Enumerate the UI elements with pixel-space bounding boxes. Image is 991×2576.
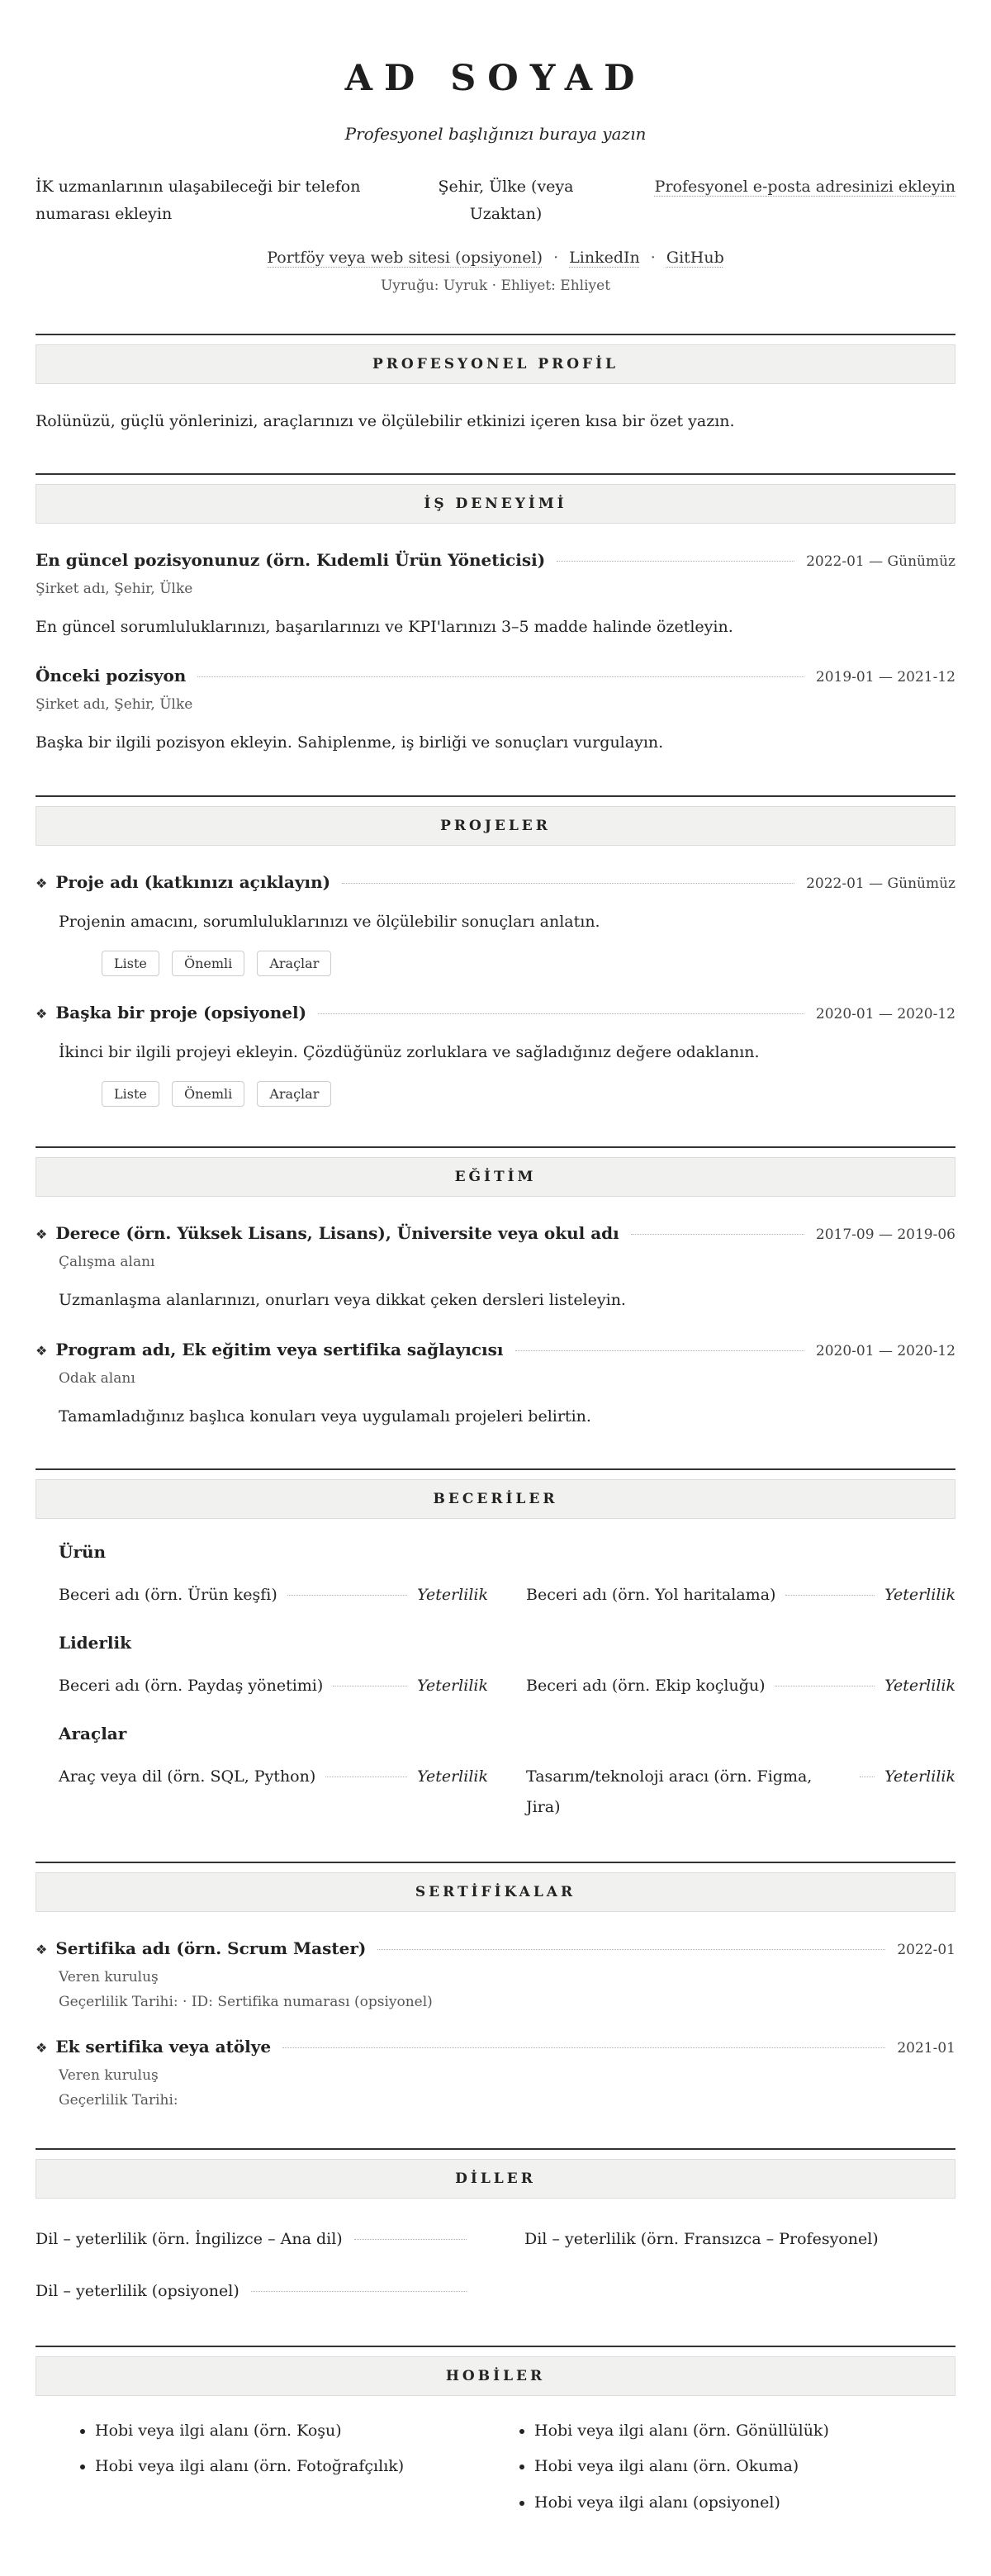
diamond-icon: ❖ xyxy=(36,1941,48,1957)
program-description: Tamamladığınız başlıca konuları veya uygulamalı projeleri belirtin. xyxy=(59,1407,591,1426)
tag-onemli[interactable]: Önemli xyxy=(172,1081,244,1107)
skill-item xyxy=(59,1671,488,1701)
section-education xyxy=(36,1146,955,1429)
email-link[interactable]: Profesyonel e-posta adresinizi ekleyin xyxy=(654,178,955,196)
degree-dates: 2017-09 — 2019-06 xyxy=(815,1226,955,1244)
certification-title: Sertifika adı (örn. Scrum Master) xyxy=(55,1938,367,1958)
tag-araclar[interactable]: Araçlar xyxy=(257,1081,331,1107)
dotted-leader xyxy=(251,2291,467,2292)
tag-onemli[interactable]: Önemli xyxy=(172,951,244,976)
dotted-leader xyxy=(282,2047,885,2048)
education-entry xyxy=(36,1340,955,1429)
skill-item xyxy=(526,1671,955,1701)
list-item: • Hobi veya ilgi alanı (opsiyonel) xyxy=(534,2491,955,2515)
skill-item xyxy=(59,1580,488,1610)
entry-head xyxy=(36,2037,955,2057)
section-title-certifications: SERTİFİKALAR xyxy=(36,1872,955,1912)
language-item xyxy=(524,2225,955,2254)
certification-validity: Geçerlilik Tarihi: xyxy=(59,2091,178,2109)
degree-field: Çalışma alanı xyxy=(59,1254,155,1271)
certification-title: Ek sertifika veya atölye xyxy=(55,2036,272,2057)
section-experience xyxy=(36,473,955,756)
project-tags xyxy=(102,951,955,976)
hobby-column-left xyxy=(36,2419,477,2527)
entry-head xyxy=(36,1223,955,1243)
professional-tagline: Profesyonel başlığınızı buraya yazın xyxy=(344,124,647,144)
language-label: Dil – yeterlilik (opsiyonel) xyxy=(36,2281,239,2300)
languages-list xyxy=(36,2225,955,2306)
education-entry xyxy=(36,1223,955,1312)
project-title: Başka bir proje (opsiyonel) xyxy=(55,1003,307,1023)
skill-group-product xyxy=(59,1542,955,1610)
language-item xyxy=(36,2225,467,2254)
certification-date: 2022-01 xyxy=(897,1941,955,1958)
phone-text: İK uzmanlarının ulaşabileceği bir telefon numarası ekleyin xyxy=(36,178,361,224)
section-divider xyxy=(36,1862,955,1863)
dotted-leader xyxy=(354,2239,467,2240)
tag-araclar[interactable]: Araçlar xyxy=(257,951,331,976)
job-company: Şirket adı, Şehir, Ülke xyxy=(36,696,193,714)
certification-entry xyxy=(36,1938,955,2010)
experience-entry xyxy=(36,666,955,755)
section-title-profile: PROFESYONEL PROFİL xyxy=(36,344,955,384)
certification-issuer: Veren kuruluş xyxy=(59,1968,159,1985)
program-dates: 2020-01 — 2020-12 xyxy=(815,1342,955,1359)
certification-issuer: Veren kuruluş xyxy=(59,2066,159,2084)
skill-item xyxy=(526,1762,955,1821)
section-profile xyxy=(36,334,955,434)
section-hobbies xyxy=(36,2346,955,2527)
skill-label: Beceri adı (örn. Yol haritalama) xyxy=(526,1586,776,1605)
entry-head xyxy=(36,1340,955,1359)
skill-group-leadership xyxy=(59,1633,955,1701)
project-title: Proje adı (katkınızı açıklayın) xyxy=(55,871,331,892)
language-item xyxy=(36,2277,467,2306)
list-item: • Hobi veya ilgi alanı (örn. Koşu) xyxy=(95,2419,477,2443)
link-separator: · xyxy=(650,248,656,267)
skill-label: Araç veya dil (örn. SQL, Python) xyxy=(59,1767,316,1786)
skill-level: Yeterlilik xyxy=(417,1767,488,1786)
github-link[interactable]: GitHub xyxy=(666,248,724,267)
program-field: Odak alanı xyxy=(59,1369,135,1387)
job-dates: 2022-01 — Günümüz xyxy=(806,553,955,570)
project-tags xyxy=(102,1081,955,1107)
experience-entry xyxy=(36,550,955,639)
section-title-languages: DİLLER xyxy=(36,2159,955,2199)
skill-level: Yeterlilik xyxy=(884,1767,955,1786)
project-description: Projenin amacını, sorumluluklarınızı ve ölçülebilir sonuçları anlatın. xyxy=(59,912,600,931)
tag-liste[interactable]: Liste xyxy=(102,951,159,976)
entry-head xyxy=(36,550,955,570)
dotted-leader xyxy=(197,676,804,677)
list-item: • Hobi veya ilgi alanı (örn. Fotoğrafçılık) xyxy=(95,2455,477,2479)
section-divider xyxy=(36,2346,955,2347)
dotted-leader xyxy=(318,1013,804,1014)
profile-summary: Rolünüzü, güçlü yönlerinizi, araçlarınızı ve ölçülebilir etkinizi içeren kısa bir özet yazın. xyxy=(36,411,735,430)
section-title-experience: İŞ DENEYİMİ xyxy=(36,484,955,524)
location-text: Şehir, Ülke (veya Uzaktan) xyxy=(438,178,574,224)
dotted-leader xyxy=(287,1595,407,1596)
dotted-leader xyxy=(557,561,794,562)
project-entry xyxy=(36,1003,955,1107)
diamond-icon: ❖ xyxy=(36,1226,48,1243)
certification-validity: Geçerlilik Tarihi: · ID: Sertifika numarası (opsiyonel) xyxy=(59,1993,433,2010)
entry-head xyxy=(36,1938,955,1958)
tag-liste[interactable]: Liste xyxy=(102,1081,159,1107)
skill-label: Beceri adı (örn. Paydaş yönetimi) xyxy=(59,1677,324,1696)
section-skills xyxy=(36,1468,955,1821)
contact-row xyxy=(36,173,955,229)
job-title: En güncel pozisyonunuz (örn. Kıdemli Ürün Yöneticisi) xyxy=(36,549,546,570)
skills-list xyxy=(59,1542,955,1821)
hobbies-list xyxy=(36,2401,955,2527)
section-divider xyxy=(36,795,955,797)
dotted-leader xyxy=(515,1350,804,1351)
section-languages xyxy=(36,2148,955,2306)
dotted-leader xyxy=(377,1949,885,1950)
section-divider xyxy=(36,1468,955,1470)
dotted-leader xyxy=(631,1234,804,1235)
section-title-projects: PROJELER xyxy=(36,806,955,846)
diamond-icon: ❖ xyxy=(36,2039,48,2056)
section-projects xyxy=(36,795,955,1108)
skill-item xyxy=(59,1762,488,1821)
skill-group-heading: Ürün xyxy=(59,1542,107,1563)
job-title: Önceki pozisyon xyxy=(36,666,187,686)
diamond-icon: ❖ xyxy=(36,875,48,891)
section-title-hobbies: HOBİLER xyxy=(36,2356,955,2396)
language-label: Dil – yeterlilik (örn. Fransızca – Profesyonel) xyxy=(524,2229,879,2248)
linkedin-link[interactable]: LinkedIn xyxy=(569,248,640,267)
dotted-leader xyxy=(342,883,794,884)
page-title: AD SOYAD xyxy=(344,58,647,99)
certification-date: 2021-01 xyxy=(897,2039,955,2057)
nationality-license-text: Uyruğu: Uyruk · Ehliyet: Ehliyet xyxy=(380,277,611,294)
project-description: İkinci bir ilgili projeyi ekleyin. Çözdüğünüz zorluklara ve sağladığınız değere odaklanın. xyxy=(59,1043,760,1062)
program-title: Program adı, Ek eğitim veya sertifika sağlayıcısı xyxy=(55,1339,504,1359)
project-dates: 2022-01 — Günümüz xyxy=(806,875,955,892)
section-divider xyxy=(36,473,955,475)
skill-row xyxy=(59,1671,955,1701)
skill-level: Yeterlilik xyxy=(417,1586,488,1605)
skill-label: Beceri adı (örn. Ekip koçluğu) xyxy=(526,1677,766,1696)
skill-group-heading: Liderlik xyxy=(59,1633,131,1653)
skill-row xyxy=(59,1580,955,1610)
section-title-education: EĞİTİM xyxy=(36,1157,955,1197)
list-item: • Hobi veya ilgi alanı (örn. Okuma) xyxy=(534,2455,955,2479)
skill-row xyxy=(59,1762,955,1821)
diamond-icon: ❖ xyxy=(36,1006,48,1022)
section-certifications xyxy=(36,1862,955,2109)
section-title-skills: BECERİLER xyxy=(36,1479,955,1519)
skill-level: Yeterlilik xyxy=(417,1677,488,1696)
degree-title: Derece (örn. Yüksek Lisans, Lisans), Üniversite veya okul adı xyxy=(55,1223,619,1244)
job-description: En güncel sorumluluklarınızı, başarılarınızı ve KPI'larınızı 3–5 madde halinde özetleyin. xyxy=(36,617,733,636)
link-separator: · xyxy=(553,248,559,267)
skill-group-tools xyxy=(59,1724,955,1821)
skill-level: Yeterlilik xyxy=(884,1586,955,1605)
job-company: Şirket adı, Şehir, Ülke xyxy=(36,580,193,597)
entry-head xyxy=(36,872,955,892)
section-divider xyxy=(36,1146,955,1148)
language-label: Dil – yeterlilik (örn. İngilizce – Ana dil) xyxy=(36,2229,343,2248)
job-description: Başka bir ilgili pozisyon ekleyin. Sahiplenme, iş birliği ve sonuçları vurgulayın. xyxy=(36,733,664,752)
list-item: • Hobi veya ilgi alanı (örn. Gönüllülük) xyxy=(534,2419,955,2443)
skill-label: Beceri adı (örn. Ürün keşfi) xyxy=(59,1586,277,1605)
entry-head xyxy=(36,1003,955,1022)
skill-item xyxy=(526,1580,955,1610)
degree-description: Uzmanlaşma alanlarınızı, onurları veya dikkat çeken dersleri listeleyin. xyxy=(59,1291,626,1310)
skill-label: Tasarım/teknoloji aracı (örn. Figma, Jira) xyxy=(526,1767,813,1816)
certification-entry xyxy=(36,2037,955,2109)
project-dates: 2020-01 — 2020-12 xyxy=(815,1006,955,1023)
skill-level: Yeterlilik xyxy=(884,1677,955,1696)
diamond-icon: ❖ xyxy=(36,1342,48,1359)
hobby-column-right xyxy=(514,2419,955,2527)
project-entry xyxy=(36,872,955,976)
portfolio-link[interactable]: Portföy veya web sitesi (opsiyonel) xyxy=(267,248,543,267)
job-dates: 2019-01 — 2021-12 xyxy=(815,669,955,686)
links-row xyxy=(36,249,955,267)
section-divider xyxy=(36,2148,955,2150)
dotted-leader xyxy=(785,1595,875,1596)
section-divider xyxy=(36,334,955,335)
skill-group-heading: Araçlar xyxy=(59,1724,127,1744)
entry-head xyxy=(36,666,955,686)
